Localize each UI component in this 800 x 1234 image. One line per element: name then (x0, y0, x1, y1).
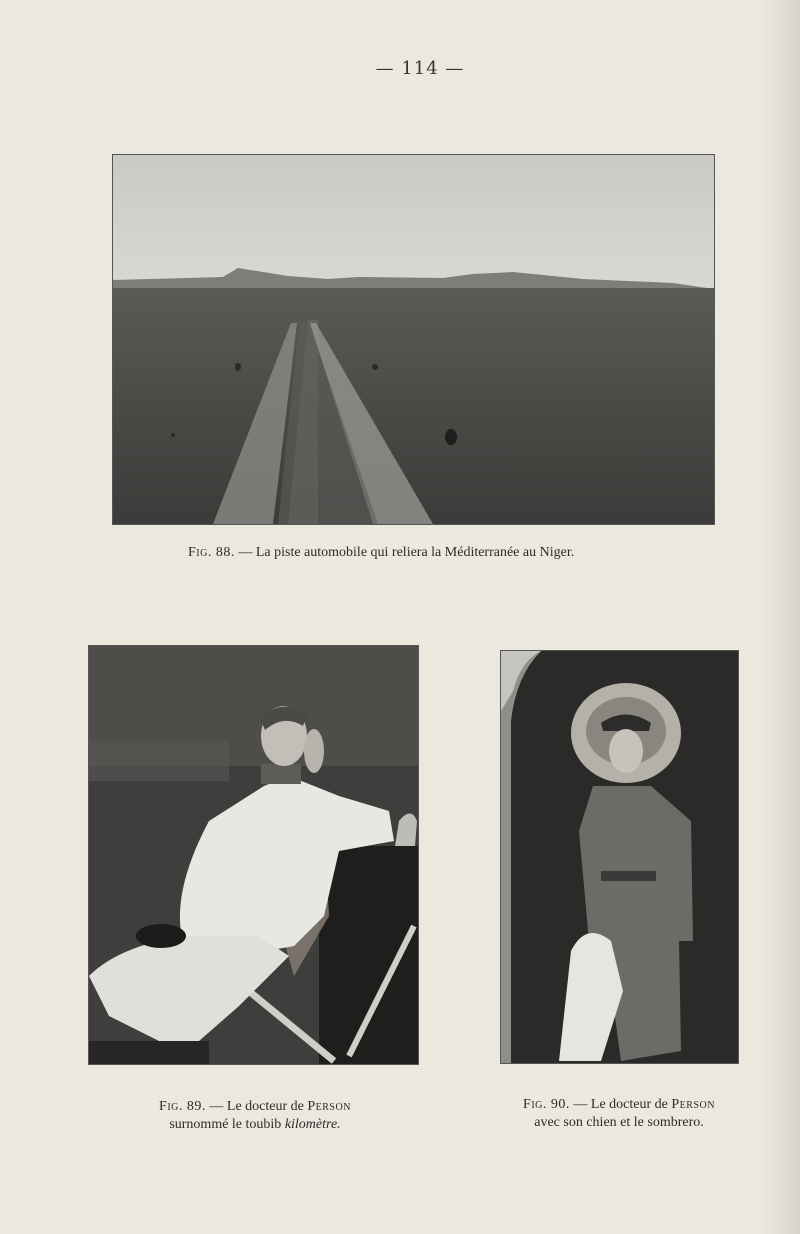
doctor-sombrero-photo (501, 651, 738, 1063)
figure-89-caption-text: — Le docteur de (209, 1099, 304, 1114)
figure-90-caption (513, 1096, 725, 1132)
figure-90-caption-text: — Le docteur de (573, 1097, 668, 1112)
figure-90-label: Fig. 90. (523, 1097, 570, 1112)
figure-89-person-name: Person (307, 1099, 351, 1114)
figure-88-label: Fig. 88. (188, 545, 235, 560)
desert-track-photo (113, 155, 714, 524)
figure-88-caption-text: — La piste automobile qui reliera la Méditerranée au Niger. (238, 545, 575, 560)
page-number: — 114 — (375, 58, 465, 79)
figure-89-nickname-text: surnommé le toubib (169, 1117, 282, 1132)
figure-89-caption-line2 (150, 1116, 360, 1134)
figure-89-nickname-italic: kilomètre. (284, 1117, 341, 1132)
page-edge-shadow (762, 0, 800, 1234)
figure-89-caption (150, 1098, 360, 1134)
figure-90-person-name: Person (671, 1097, 715, 1112)
seated-doctor-image (89, 646, 418, 1064)
figure-89-caption-line1 (150, 1098, 360, 1116)
seated-doctor-photo (89, 646, 418, 1064)
desert-track-image (113, 155, 714, 524)
figure-89-label: Fig. 89. (159, 1099, 206, 1114)
doctor-sombrero-image (501, 651, 738, 1063)
figure-90-caption-line1 (513, 1096, 725, 1114)
figure-88-caption (188, 544, 574, 562)
figure-90-caption-line2: avec son chien et le sombrero. (534, 1115, 704, 1130)
